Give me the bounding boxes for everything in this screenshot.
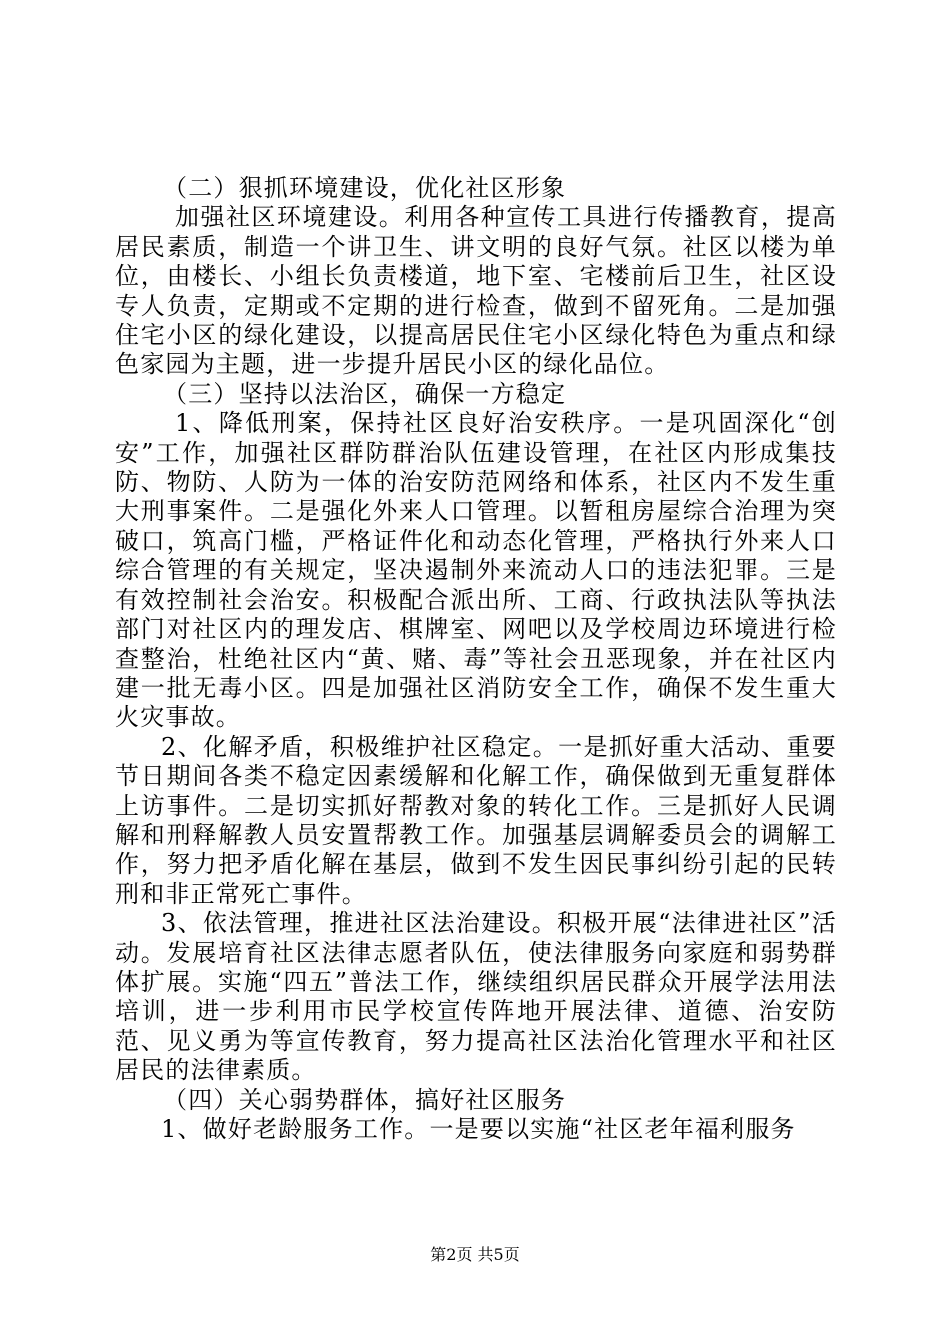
section-heading-4: （四）关心弱势群体，搞好社区服务	[163, 1085, 567, 1114]
section-heading-2: （二）狠抓环境建设，优化社区形象	[163, 174, 567, 202]
paragraph-environment: 加强社区环境建设。利用各种宣传工具进行传播教育，提高居民素质，制造一个讲卫生、讲文明的良好气氛。社区以楼为单位，由楼长、小组长负责楼道，地下室、宅楼前后卫生，社区设专人负责，定期或不定期的进行检查，做到不留死角。二是加强住宅小区的绿化建设，以提高居民住宅小区绿化特色为重点和绿色家园为主题，进一步提升居民小区的绿化品位。	[115, 203, 837, 379]
paragraph-elderly-service: 1、做好老龄服务工作。一是要以实施“社区老年福利服务	[161, 1115, 796, 1143]
document-body	[115, 174, 837, 1144]
paragraph-legal-management: 3、依法管理，推进社区法治建设。积极开展“法律进社区”活动。发展培育社区法律志愿者队伍，使法律服务向家庭和弱势群体扩展。实施“四五”普法工作，继续组织居民群众开展学法用法培训，进一步利用市民学校宣传阵地开展法律、道德、治安防范、见义勇为等宣传教育，努力提高社区法治化管理水平和社区居民的法律素质。	[115, 909, 837, 1085]
section-heading-3: （三）坚持以法治区，确保一方稳定	[163, 379, 567, 408]
paragraph-crime-reduction: 1、降低刑案，保持社区良好治安秩序。一是巩固深化“创安”工作，加强社区群防群治队伍建设管理，在社区内形成集技防、物防、人防为一体的治安防范网络和体系，社区内不发生重大刑事案件。二是强化外来人口管理。以暂租房屋综合治理为突破口，筑高门槛，严格证件化和动态化管理，严格执行外来人口综合管理的有关规定，坚决遏制外来流动人口的违法犯罪。三是有效控制社会治安。积极配合派出所、工商、行政执法队等执法部门对社区内的理发店、棋牌室、网吧以及学校周边环境进行检查整治，杜绝社区内“黄、赌、毒”等社会丑恶现象，并在社区内建一批无毒小区。四是加强社区消防安全工作，确保不发生重大火灾事故。	[115, 409, 837, 732]
paragraph-resolve-conflicts: 2、化解矛盾，积极维护社区稳定。一是抓好重大活动、重要节日期间各类不稳定因素缓解和化解工作，确保做到无重复群体上访事件。二是切实抓好帮教对象的转化工作。三是抓好人民调解和刑释解教人员安置帮教工作。加强基层调解委员会的调解工作，努力把矛盾化解在基层，做到不发生因民事纠纷引起的民转刑和非正常死亡事件。	[115, 732, 837, 908]
page-footer: 第2页 共5页	[430, 1245, 520, 1264]
